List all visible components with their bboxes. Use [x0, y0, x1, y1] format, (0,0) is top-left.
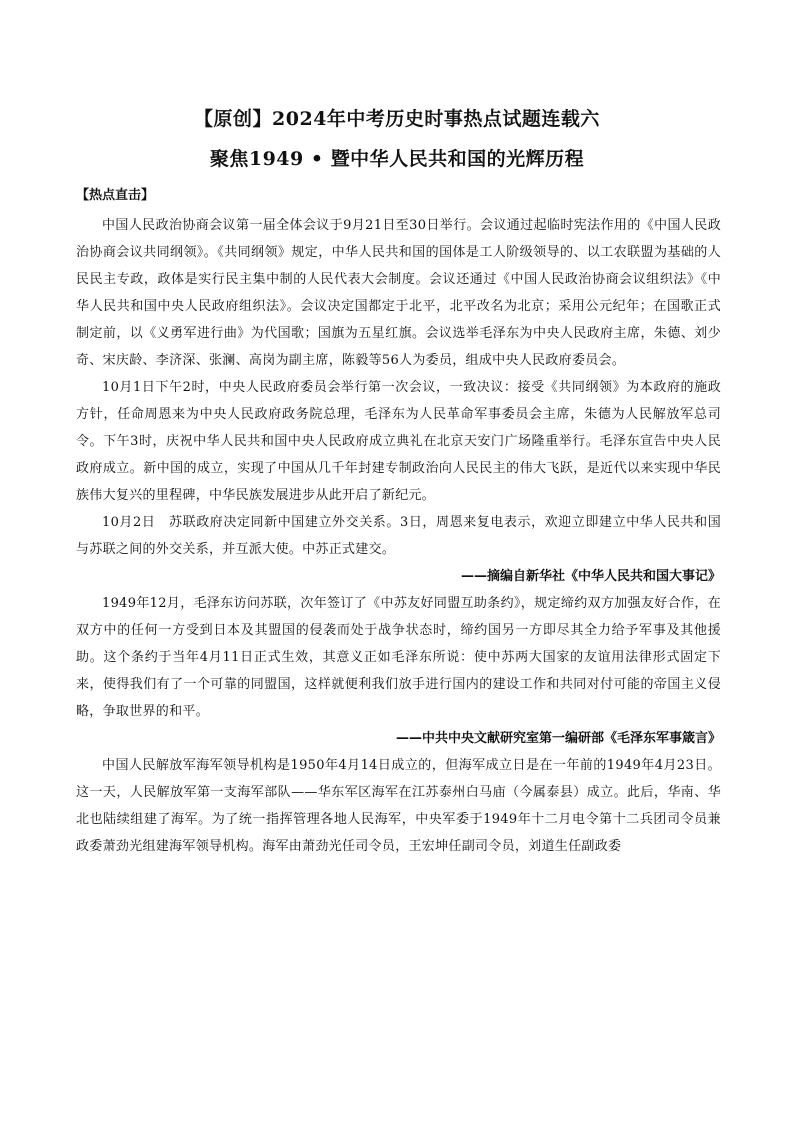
paragraph-treaty: 1949年12月，毛泽东访问苏联，次年签订了《中苏友好同盟互助条约》，规定缔约双方加强友好合作，在双方中的任何一方受到日本及其盟国的侵袭而处于战争状态时，缔约国另一方即尽其全力给予军事及其他援助。这个条约于当年4月11日正式生效，其意义正如毛泽东所说：使中苏两大国家的友谊用法律形式固定下来，使得我们有了一个可靠的同盟国，这样就便利我们放手进行国内的建设工作和共同对付可能的帝国主义侵略，争取世界的和平。: [76, 596, 721, 719]
document-subtitle: 聚焦1949 • 暨中华人民共和国的光辉历程: [209, 148, 585, 170]
document-body: [76, 212, 721, 860]
source-citation: ——中共中央文献研究室第一编研部《毛泽东军事箴言》: [395, 731, 721, 746]
paragraph-ussr-relations: 10月2日 苏联政府决定同新中国建立外交关系。3日，周恩来复电表示，欢迎立即建立中华人民共和国与苏联之间的外交关系，并互派大使。中苏正式建交。: [76, 515, 721, 557]
source-citation: ——摘编自新华社《中华人民共和国大事记》: [460, 569, 721, 584]
document-title: 【原创】2024年中考历史时事热点试题连载六: [194, 108, 600, 130]
paragraph-navy: 中国人民解放军海军领导机构是1950年4月14日成立的，但海军成立日是在一年前的1949年4月23日。这一天，人民解放军第一支海军部队——华东军区海军在江苏泰州白马庙（今属泰县）成立。此后，华南、华北也陆续组建了海军。为了统一指挥管理各地人民海军，中央军委于1949年十二月电令第十二兵团司令员兼政委萧劲光组建海军领导机构。海军由萧劲光任司令员，王宏坤任副司令员，刘道生任副政委: [76, 758, 721, 854]
section-label: 【热点直击】: [76, 188, 155, 203]
paragraph-founding: 10月1日下午2时，中央人民政府委员会举行第一次会议，一致决议：接受《共同纲领》为本政府的施政方针，任命周恩来为中央人民政府政务院总理，毛泽东为人民革命军事委员会主席，朱德为人民解放军总司令。下午3时，庆祝中华人民共和国中央人民政府成立典礼在北京天安门广场隆重举行。毛泽东宣告中央人民政府成立。新中国的成立，实现了中国从几千年封建专制政治向人民民主的伟大飞跃，是近代以来实现中华民族伟大复兴的里程碑，中华民族发展进步从此开启了新纪元。: [76, 380, 721, 503]
paragraph-congress: 中国人民政治协商会议第一届全体会议于9月21日至30日举行。会议通过起临时宪法作用的《中国人民政治协商会议共同纲领》。《共同纲领》规定，中华人民共和国的国体是工人阶级领导的、以工农联盟为基础的人民民主专政，政体是实行民主集中制的人民代表大会制度。会议还通过《中国人民政治协商会议组织法》《中华人民共和国中央人民政府组织法》。会议决定国都定于北平，北平改名为北京；采用公元纪年；在国歌正式制定前，以《义勇军进行曲》为代国歌；国旗为五星红旗。会议选举毛泽东为中央人民政府主席，朱德、刘少奇、宋庆龄、李济深、张澜、高岗为副主席，陈毅等56人为委员，组成中央人民政府委员会。: [76, 218, 721, 368]
